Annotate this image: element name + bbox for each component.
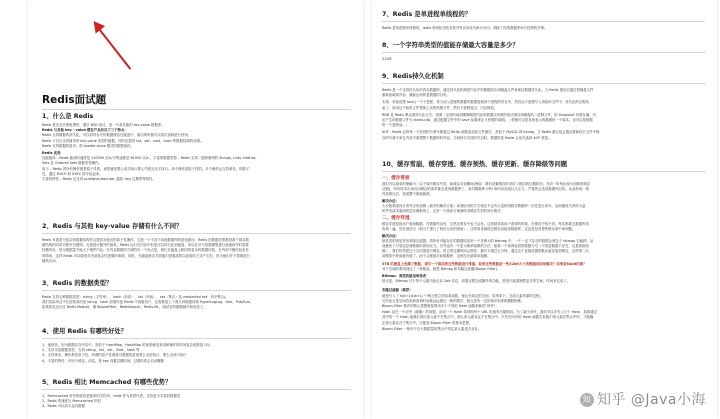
paragraph-line: Redis 与其他 key - value 缓存产品有以下三个特点： [42,128,128,133]
section-3 [42,279,351,311]
paragraph-line: RDB 是 Redis 默认的持久化方式。按照一定的时间周期策略把内存的数据以快照的形式保存到硬盘的二进制文件。即 Snapshot 快照存储，对 [382,112,596,117]
divider [382,21,705,22]
section-heading: 10、缓存雪崩、缓存穿透、缓存预热、缓存更新、缓存降级等问题 [382,161,568,168]
section-heading: 2、Redis 与其他 key-value 存储有什么不同？ [42,223,183,230]
paragraph-line: 如果你说还玩过 Redis Module，像 BloomFilter，RedisSearch，Redis-ML，面试官的眼睛就开始发亮了。 [42,305,207,310]
sub-heading: Redis 优势 [42,151,61,156]
paragraph-line: 丰富的特性 – Redis 还支持 publish/subscribe, 通知, key 过期等等特性。 [42,177,156,182]
paragraph-line: 就是引入了 k(k>1)k(k>1) 个相互独立的哈希函数，保证在给定的空间、误判率下，完成元素判重的过程。 [382,293,543,298]
paragraph-line: Sets 及 Ordered Sets 数据类型操作。 [42,161,102,166]
paragraph-line: 应产生的数据文件为 dump.rdb，通过配置文件中的 save 参数来定义快照的周期。（快照可以是其所表示的数据的一个副本，也可以是数据 [382,118,593,123]
paragraph-line: 缓存穿透是指用户查询数据，在数据库没有，自然在缓存中也不会有。这样就导致用户查询的时候，在缓存中找不到，每次都要去数据库再 [382,222,589,227]
section-heading: 3、Redis 的数据类型？ [42,280,113,287]
solution-label: 解决办法： [382,233,399,238]
paragraph-line: Bitmap：典型的就是哈希表 [382,274,427,279]
paragraph-line: 性能极高 – Redis 能读的速度是 110000 次/s,写的速度是 81000 次/s 。丰富的数据类型 – Redis 支持二进制案例的 Strings, Lists, Hashes, [42,156,257,161]
paragraph-line: 3、支持事务，操作都是原子性，所谓的原子性就是对数据的更改要么全部执行，要么全部不执行 [42,353,187,358]
paragraph-line: 512M [382,57,392,61]
paragraph-line: 1、Memcached 所有的值均是简单的字符串，redis 作为其替代者，支持更为丰富的数据类 [42,394,181,398]
section-9 [382,72,705,141]
paragraph-line: Redis 是单进程单线程的，redis 利用队列技术将并发访问变为串行访问，消除了传统数据库串行控制的开销。 [382,26,548,30]
paragraph-line: Hash 存在一个冲突（碰撞）的问题，用同一个 Hash 得到的两个 URL 的值有可能相同。为了减少冲突，我们可以多引入几个 Hash，如果通过 [382,310,598,315]
paragraph-line: 其中的一个 Hash 值我们得出某元素不在集合中，那么该元素肯定不在集合中。只有在所有的 Hash 函数告诉我们该元素在集合中时，才能确 [382,315,594,320]
divider [42,290,351,291]
section-4 [42,327,351,364]
divider [382,171,705,172]
paragraph-line: Redis 是完全开源免费的，遵守 BSD 协议，是一个高性能的 key-value 数据库。 [42,123,165,127]
paragraph-line: 缺点是，Bitmap 对于每个元素只能记录 1bit 信息，如果还想完成额外的功能，恐怕只能靠牺牲更多的空间、时间来完成了。 [382,279,571,284]
section-10 [382,160,705,332]
paragraph-line: 对于空间的利用到达了一种极致，就是 Bitmap 和布隆过滤器(Bloom Filter)。 [382,266,501,271]
paragraph-line: Bloom-Filter 一般用于在大数据量的集合中判定某元素是否存在。 [382,326,482,331]
paragraph-line: 的并发请求落到底层存储系统上。还有一个简单方案就时讲缓存失效时间分散开。 [382,209,505,214]
paragraph-line: 随机访问。 [42,258,59,263]
paragraph-line: 存的写命令来在内存中重建整个数据库的内容。当两种方式同时开启时，数据恢复 Redis 会优先选择 AOF 恢复。 [382,135,552,140]
section-2 [42,222,351,264]
paragraph-line: Redis 有着更为复杂的数据结构并且提供对他们的原子性操作，这是一个不同于其他数据库的进化路径。Redis 的数据类型都是基于基本数 [42,238,249,242]
paragraph-line: 2、支持丰富数据类型，支持 string，list，set，Zset，hash 等 [42,348,140,353]
paragraph-line: 我们实际项目中比较常用的是 string，hash 如果你是 Redis 中高级用户，还需要加上下面几种数据结构 HyperLogLog、Geo、Pub/Sub。 [42,300,254,305]
section-1 [42,112,351,182]
section-heading: 4、使用 Redis 有哪些好处？ [42,328,127,335]
paragraph-line: Redis 是一个支持持久化的内存数据库，通过持久化机制把内存中的数据同步到硬盘文件来保证数据持久化。当 Redis 重启后通过把硬盘文件 [382,88,594,92]
paragraph-line: 到缓冲中获取就有值了，而不会继续访问数据库，这种办法最简单粗暴。 [382,254,491,259]
paragraph-line: Redis 支持数据的备份，即 master-slave 模式的数据备份。 [42,143,134,148]
section-5 [42,378,351,410]
paragraph-line: 列连锁反应，造成整个系统崩溃。 [382,192,433,197]
paragraph-line: 我们可以简单的理解为：由于原有缓存失效，新缓存未到期间(例如：我们设置缓存时采用了相同的过期时间，在同一时刻出现大面积的缓存 [382,182,591,186]
paragraph-line: 大多数系统设计者考虑用加锁（最多的解决方案）或者队列的方式保证不会有大量的线程对数据库一次性进行读写，从而避免失效时大量 [382,203,586,208]
section-7 [382,10,705,31]
paragraph-line: Bloom-Filter 算法的核心思想就是利用多个不同的 Hash 函数来解决"冲突"。 [382,304,499,309]
paragraph-line: 重新加载到内存，就能达到恢复数据的目的。 [382,93,450,98]
document-page-right [372,0,717,419]
watermark [580,389,706,409]
section-heading: 1、什么是 Redis [42,113,94,120]
paragraph-line: 常简单，这样 Redis 可以做很多内部复杂性很强的事情。同时，在磁盘格式方面他们是紧凑的以追加的方式产生的，因为他们并不需要进行 [42,253,250,258]
paragraph-line: AOF：Redis 会将每一个收到的写命令都通过 Write 函数追加到文件最后，类似于 MySQL 的 binlog。当 Redis 重启是会通过重新执行文件中保 [382,130,600,135]
section-heading: 5、Redis 相比 Memcached 有哪些优势？ [42,379,172,386]
paragraph-line: 实现：单独创建 fork()一个子进程，将当前父进程的数据库数据复制到子进程的内存中，然后由子进程写入到临时文件中，持久化的过程结 [382,100,590,105]
solution-label: 解决办法： [382,198,399,203]
document-page-left [28,0,363,419]
watermark-text: 知乎 @Java小海 [596,392,706,408]
zhihu-logo-icon: 知 [580,393,594,407]
section-heading: 7、Redis 是单进程单线程的？ [382,11,472,18]
sub-heading: 一、缓存雪崩 [382,176,410,181]
paragraph-line: Redis 不仅仅支持简单的 key-value 类型的数据，同时还提供 list，set，zset，hash 等数据结构的存储。 [42,138,204,143]
doc-title: Redis面试题 [42,94,107,106]
paragraph-line: 过期)，所有原本应该访问缓存的请求都去查询数据库了，而对数据库 CPU 和内存造成巨大压力，严重的会造成数据库宕机。从而形成一系 [382,187,590,192]
section-heading: 8、一个字符串类型的值能存储最大容量是多少？ [382,42,519,49]
paragraph-line: 最常见的则是采用布隆过滤器，将所有可能存在的数据哈希到一个足够大的 bitmap 中，一个一定不存在的数据会被这个 bitmap 拦截掉，从 [382,238,594,243]
divider [42,233,351,234]
paragraph-line: 原子 – Redis 的所有操作都是原子性的，意思就是要么成功执行要么失败完全不执行。单个操作是原子性的。多个操作也支持事务，即原子 [42,166,250,171]
divider [42,109,351,110]
paragraph-line: 查询一遍，然后返回空（相当于进行了两次无用的查询）。这样请求就绕过缓存直接查数据库，这也是经常提的缓存命中率问题。 [382,227,576,232]
divider [42,389,351,390]
highlighted-question: 5TB 的硬盘上放满了数据，请写一个算法将这些数据进行排重。如果这些数据是一些32bit大小的数据该如何解决？如果是64bit的呢？ [382,261,587,266]
sub-heading: 布隆过滤器（推荐） [382,288,413,293]
paragraph-line: 权衡内存，因为数据量不能大于硬件内存。在内存数据库方面的另一个优点是，相比在磁盘上相同的复杂的数据结构，在内存中操作起来非 [42,248,249,253]
paragraph-line: 定该元素存在于集合中。这便是 Bloom-Filter 的基本思想。 [382,320,473,325]
section-heading: 9、Redis持久化机制 [382,73,444,80]
paragraph-line: 3、Redis 可以持久化其数据 [42,404,85,409]
paragraph-line: 2、Redis 的速度比 Memcached 快很 [42,399,101,404]
paragraph-line: Redis 支持五种数据类型：string（字符串），hash（哈希），list（列表），set（集合）及 zsetsorted set：有序集合)。 [42,295,229,299]
paragraph-line: 而避免了对底层存储系统的查询压力。另外也有一个更为简单粗暴的方法，如果一个查询返回的数据为空（不管是数据不存在，还是系统故 [382,244,589,249]
paragraph-line: 据结构的同时对程序员透明，无需进行额外的抽象。Redis 运行在内存中但是可以持久化到磁盘，所以在对不同数据集进行高速读写时需要 [42,243,249,248]
paragraph-line: 性，通过 MULTI 和 EXEC 指令包起来。 [42,171,103,176]
paragraph-line: 障），我们仍然把这个空结果进行缓存，但它的过期时间会很短，最长不超过五分钟。通过这个直接设置的默认值存放到缓存，这样第二次 [382,249,589,254]
paragraph-line: 的一个复制品。） [382,123,410,128]
paragraph-line: 束了，再用这个临时文件替换上次的快照文件，然后子进程退出，内存释放。 [382,105,498,110]
paragraph-line: 它的优点是空间效率和查询时间都远远超过一般的算法，缺点是有一定的误识别率和删除困难。 [382,298,525,303]
divider [382,83,705,84]
divider [382,52,705,53]
sub-heading: 二、缓存穿透 [382,216,410,222]
section-8 [382,41,705,62]
divider [42,338,351,339]
paragraph-line: 1、速度快，因为数据存在内存中，类似于 HashMap，HashMap 的优势就是查找和操作的时间复杂度都是 O1) [42,343,211,347]
paragraph-line: 4、丰富的特性：可用于缓存，消息，按 key 设置过期时间，过期后将会自动删除 [42,358,165,363]
paragraph-line: Redis 支持数据的持久化，可以将内存中的数据保存在磁盘中，重启的时候可以再次加载进行使用。 [42,133,192,138]
